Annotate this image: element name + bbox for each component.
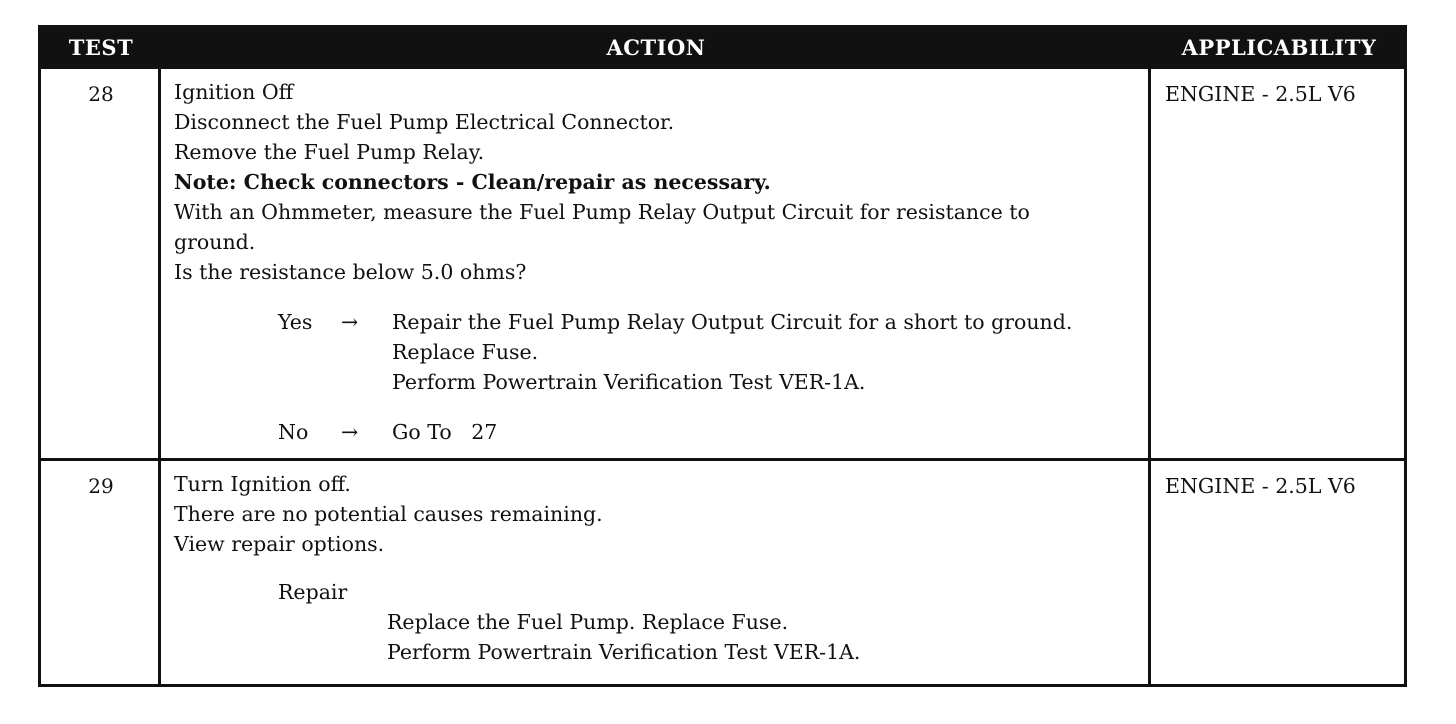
yes-text: Perform Powertrain Verification Test VER-1A. (392, 370, 866, 394)
action-cell (174, 469, 1159, 667)
arrow-icon: → (341, 420, 359, 444)
action-cell (174, 77, 1159, 447)
repair-line: Perform Powertrain Verification Test VER-1A. (387, 640, 861, 664)
action-line: Ignition Off (174, 80, 294, 104)
applicability-cell: ENGINE - 2.5L V6 (1165, 474, 1356, 498)
test-number: 28 (88, 82, 114, 106)
action-line: ground. (174, 230, 256, 254)
yes-branch-cont (174, 337, 1159, 367)
action-line: Remove the Fuel Pump Relay. (174, 140, 485, 164)
column-divider (158, 69, 161, 684)
test-number: 29 (88, 474, 114, 498)
arrow-icon: → (341, 310, 359, 334)
header-action: ACTION (606, 35, 706, 60)
table-header (41, 28, 1404, 69)
action-line: View repair options. (174, 532, 385, 556)
repair-line: Replace the Fuel Pump. Replace Fuse. (387, 610, 789, 634)
yes-text: Repair the Fuel Pump Relay Output Circuit for a short to ground. (392, 310, 1073, 334)
header-applicability: APPLICABILITY (1181, 35, 1377, 60)
yes-branch (174, 307, 1159, 337)
header-test: TEST (68, 35, 134, 60)
yes-text: Replace Fuse. (392, 340, 539, 364)
no-branch (174, 417, 1159, 447)
action-line: With an Ohmmeter, measure the Fuel Pump Relay Output Circuit for resistance to (174, 200, 1030, 224)
action-line: Turn Ignition off. (174, 472, 351, 496)
question-line: Is the resistance below 5.0 ohms? (174, 260, 527, 284)
no-label: No (278, 420, 309, 444)
row-divider (41, 458, 1404, 461)
repair-label: Repair (278, 580, 348, 604)
yes-label: Yes (278, 310, 313, 334)
yes-branch-cont (174, 367, 1159, 397)
applicability-cell: ENGINE - 2.5L V6 (1165, 82, 1356, 106)
action-line: Disconnect the Fuel Pump Electrical Connector. (174, 110, 675, 134)
goto-link[interactable]: Go To 27 (392, 420, 498, 444)
diagnostic-table (38, 25, 1407, 687)
action-line: There are no potential causes remaining. (174, 502, 603, 526)
note-line: Note: Check connectors - Clean/repair as necessary. (174, 170, 771, 194)
